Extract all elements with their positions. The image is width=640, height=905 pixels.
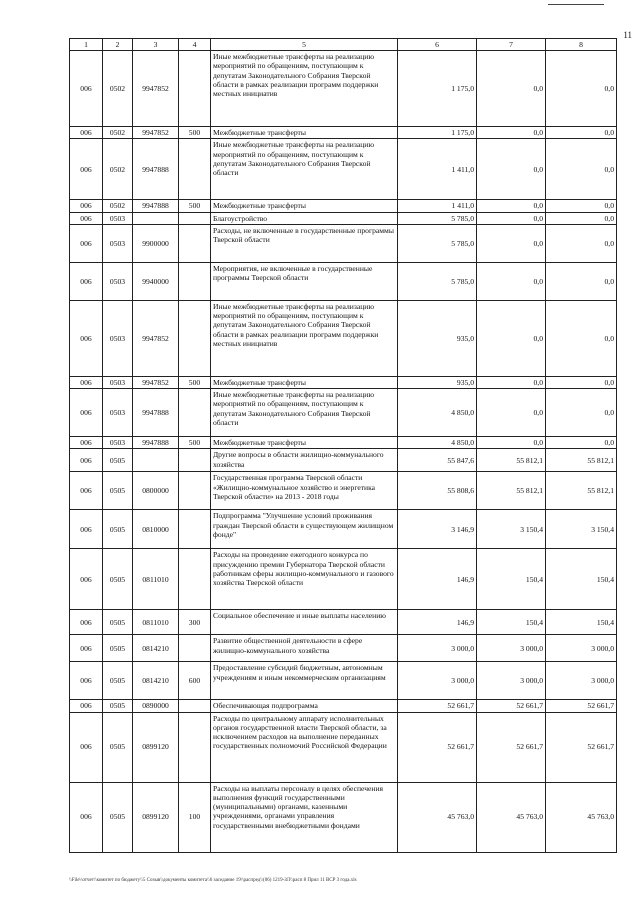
cell-col-4 xyxy=(179,262,211,300)
cell-col-6: 1 411,0 xyxy=(398,200,477,212)
cell-col-6: 5 785,0 xyxy=(398,262,477,300)
col-header-8: 8 xyxy=(546,39,617,51)
cell-col-3: 9947888 xyxy=(133,389,179,437)
cell-col-1: 006 xyxy=(70,389,103,437)
cell-col-2: 0505 xyxy=(103,635,133,662)
cell-col-1: 006 xyxy=(70,662,103,700)
cell-col-5: Межбюджетные трансферты xyxy=(211,437,398,449)
cell-col-3: 0899120 xyxy=(133,712,179,782)
table-row xyxy=(70,449,617,472)
cell-col-6: 935,0 xyxy=(398,376,477,388)
cell-col-1: 006 xyxy=(70,549,103,610)
cell-col-4: 500 xyxy=(179,127,211,139)
table-row xyxy=(70,712,617,782)
cell-col-7: 0,0 xyxy=(477,376,546,388)
cell-col-4 xyxy=(179,212,211,224)
cell-col-7: 55 812,1 xyxy=(477,472,546,510)
table-row xyxy=(70,139,617,200)
cell-col-2: 0502 xyxy=(103,200,133,212)
cell-col-1: 006 xyxy=(70,510,103,549)
cell-col-3: 9947852 xyxy=(133,51,179,127)
cell-col-3: 9940000 xyxy=(133,262,179,300)
cell-col-8: 0,0 xyxy=(546,127,617,139)
cell-col-4 xyxy=(179,635,211,662)
cell-col-1: 006 xyxy=(70,472,103,510)
cell-col-1: 006 xyxy=(70,449,103,472)
cell-col-2: 0505 xyxy=(103,472,133,510)
table-row xyxy=(70,376,617,388)
cell-col-3: 0814210 xyxy=(133,662,179,700)
cell-col-7: 150,4 xyxy=(477,549,546,610)
cell-col-8: 0,0 xyxy=(546,212,617,224)
cell-col-7: 3 000,0 xyxy=(477,662,546,700)
cell-col-8: 3 000,0 xyxy=(546,662,617,700)
cell-col-2: 0502 xyxy=(103,139,133,200)
cell-col-8: 0,0 xyxy=(546,200,617,212)
cell-col-1: 006 xyxy=(70,139,103,200)
col-header-6: 6 xyxy=(398,39,477,51)
table-row xyxy=(70,782,617,852)
cell-col-4 xyxy=(179,300,211,376)
cell-col-3: 0814210 xyxy=(133,635,179,662)
cell-col-7: 0,0 xyxy=(477,300,546,376)
table-row xyxy=(70,700,617,712)
cell-col-5: Межбюджетные трансферты xyxy=(211,376,398,388)
cell-col-5: Расходы на проведение ежегодного конкурса по присуждению премии Губернатора Тверской области работникам сферы жилищно-коммунального и газового хозяйства Тверской области xyxy=(211,549,398,610)
cell-col-2: 0505 xyxy=(103,700,133,712)
cell-col-8: 3 000,0 xyxy=(546,635,617,662)
cell-col-1: 006 xyxy=(70,200,103,212)
cell-col-8: 0,0 xyxy=(546,262,617,300)
cell-col-3 xyxy=(133,449,179,472)
cell-col-7: 0,0 xyxy=(477,262,546,300)
table-row xyxy=(70,549,617,610)
cell-col-6: 1 175,0 xyxy=(398,127,477,139)
cell-col-4: 500 xyxy=(179,437,211,449)
cell-col-2: 0503 xyxy=(103,437,133,449)
cell-col-2: 0503 xyxy=(103,262,133,300)
cell-col-3: 9947852 xyxy=(133,300,179,376)
table-row xyxy=(70,127,617,139)
cell-col-2: 0503 xyxy=(103,300,133,376)
cell-col-8: 0,0 xyxy=(546,51,617,127)
table-row xyxy=(70,200,617,212)
cell-col-7: 52 661,7 xyxy=(477,712,546,782)
table-row xyxy=(70,212,617,224)
cell-col-5: Иные межбюджетные трансферты на реализацию мероприятий по обращениям, поступающим к депутатам Законодательного Собрания Тверской области xyxy=(211,389,398,437)
cell-col-7: 0,0 xyxy=(477,389,546,437)
cell-col-6: 55 847,6 xyxy=(398,449,477,472)
cell-col-8: 0,0 xyxy=(546,224,617,262)
cell-col-1: 006 xyxy=(70,300,103,376)
cell-col-3: 0899120 xyxy=(133,782,179,852)
cell-col-6: 4 850,0 xyxy=(398,437,477,449)
cell-col-2: 0505 xyxy=(103,549,133,610)
cell-col-1: 006 xyxy=(70,376,103,388)
cell-col-6: 4 850,0 xyxy=(398,389,477,437)
cell-col-6: 146,9 xyxy=(398,610,477,635)
cell-col-8: 45 763,0 xyxy=(546,782,617,852)
cell-col-4 xyxy=(179,449,211,472)
cell-col-8: 0,0 xyxy=(546,389,617,437)
cell-col-1: 006 xyxy=(70,224,103,262)
cell-col-5: Межбюджетные трансферты xyxy=(211,127,398,139)
cell-col-1: 006 xyxy=(70,782,103,852)
cell-col-1: 006 xyxy=(70,700,103,712)
cell-col-4 xyxy=(179,51,211,127)
cell-col-3: 0811010 xyxy=(133,549,179,610)
cell-col-3: 9947888 xyxy=(133,437,179,449)
cell-col-8: 150,4 xyxy=(546,549,617,610)
cell-col-5: Расходы, не включенные в государственные программы Тверской области xyxy=(211,224,398,262)
col-header-5: 5 xyxy=(211,39,398,51)
cell-col-4: 300 xyxy=(179,610,211,635)
table-row xyxy=(70,262,617,300)
cell-col-4 xyxy=(179,139,211,200)
cell-col-1: 006 xyxy=(70,262,103,300)
cell-col-4: 600 xyxy=(179,662,211,700)
table-row xyxy=(70,510,617,549)
cell-col-3: 9947852 xyxy=(133,127,179,139)
table-row xyxy=(70,610,617,635)
cell-col-5: Социальное обеспечение и иные выплаты населению xyxy=(211,610,398,635)
cell-col-6: 5 785,0 xyxy=(398,224,477,262)
cell-col-7: 52 661,7 xyxy=(477,700,546,712)
cell-col-8: 0,0 xyxy=(546,300,617,376)
cell-col-6: 935,0 xyxy=(398,300,477,376)
cell-col-6: 55 808,6 xyxy=(398,472,477,510)
cell-col-4 xyxy=(179,712,211,782)
cell-col-2: 0502 xyxy=(103,127,133,139)
cell-col-3: 9947852 xyxy=(133,376,179,388)
cell-col-4 xyxy=(179,549,211,610)
cell-col-5: Государственная программа Тверской области «Жилищно-коммунальное хозяйство и энергетика Тверской области» на 2013 - 2018 годы xyxy=(211,472,398,510)
cell-col-4 xyxy=(179,510,211,549)
cell-col-2: 0505 xyxy=(103,712,133,782)
cell-col-8: 55 812,1 xyxy=(546,472,617,510)
budget-table xyxy=(69,38,617,853)
table-row xyxy=(70,51,617,127)
cell-col-2: 0505 xyxy=(103,510,133,549)
cell-col-6: 1 411,0 xyxy=(398,139,477,200)
table-row xyxy=(70,224,617,262)
cell-col-6: 45 763,0 xyxy=(398,782,477,852)
cell-col-5: Подпрограмма "Улучшение условий проживания граждан Тверской области в существующем жилищном фонде" xyxy=(211,510,398,549)
cell-col-1: 006 xyxy=(70,635,103,662)
cell-col-5: Обеспечивающая подпрограмма xyxy=(211,700,398,712)
cell-col-8: 0,0 xyxy=(546,437,617,449)
col-header-2: 2 xyxy=(103,39,133,51)
cell-col-6: 1 175,0 xyxy=(398,51,477,127)
cell-col-7: 0,0 xyxy=(477,437,546,449)
cell-col-8: 52 661,7 xyxy=(546,712,617,782)
table-body xyxy=(70,51,617,853)
cell-col-7: 0,0 xyxy=(477,224,546,262)
cell-col-2: 0505 xyxy=(103,782,133,852)
table-row xyxy=(70,437,617,449)
cell-col-8: 0,0 xyxy=(546,376,617,388)
table-row xyxy=(70,472,617,510)
cell-col-3 xyxy=(133,212,179,224)
cell-col-7: 55 812,1 xyxy=(477,449,546,472)
cell-col-7: 0,0 xyxy=(477,127,546,139)
table-row xyxy=(70,389,617,437)
cell-col-1: 006 xyxy=(70,712,103,782)
cell-col-1: 006 xyxy=(70,51,103,127)
cell-col-3: 9947888 xyxy=(133,139,179,200)
cell-col-6: 52 661,7 xyxy=(398,700,477,712)
cell-col-3: 0800000 xyxy=(133,472,179,510)
cell-col-1: 006 xyxy=(70,610,103,635)
cell-col-6: 52 661,7 xyxy=(398,712,477,782)
cell-col-6: 3 000,0 xyxy=(398,662,477,700)
table-row xyxy=(70,300,617,376)
cell-col-2: 0503 xyxy=(103,376,133,388)
cell-col-3: 0810000 xyxy=(133,510,179,549)
top-rule xyxy=(548,4,604,5)
cell-col-4: 500 xyxy=(179,376,211,388)
cell-col-4 xyxy=(179,224,211,262)
cell-col-7: 150,4 xyxy=(477,610,546,635)
table-row xyxy=(70,662,617,700)
col-header-1: 1 xyxy=(70,39,103,51)
cell-col-4 xyxy=(179,389,211,437)
cell-col-2: 0503 xyxy=(103,212,133,224)
cell-col-7: 0,0 xyxy=(477,139,546,200)
cell-col-2: 0503 xyxy=(103,389,133,437)
cell-col-1: 006 xyxy=(70,212,103,224)
cell-col-2: 0505 xyxy=(103,610,133,635)
cell-col-3: 0890000 xyxy=(133,700,179,712)
cell-col-4 xyxy=(179,472,211,510)
cell-col-3: 9900000 xyxy=(133,224,179,262)
cell-col-6: 5 785,0 xyxy=(398,212,477,224)
cell-col-6: 3 000,0 xyxy=(398,635,477,662)
cell-col-8: 150,4 xyxy=(546,610,617,635)
col-header-7: 7 xyxy=(477,39,546,51)
cell-col-2: 0503 xyxy=(103,224,133,262)
page-number: 11 xyxy=(623,30,632,40)
cell-col-5: Иные межбюджетные трансферты на реализацию мероприятий по обращениям, поступающим к депутатам Законодательного Собрания Тверской области в рамках реализации программ поддержки местных инициатив xyxy=(211,300,398,376)
cell-col-5: Мероприятия, не включенные в государственные программы Тверской области xyxy=(211,262,398,300)
cell-col-2: 0502 xyxy=(103,51,133,127)
cell-col-4: 100 xyxy=(179,782,211,852)
cell-col-8: 0,0 xyxy=(546,139,617,200)
cell-col-5: Развитие общественной деятельности в сфере жилищно-коммунального хозяйства xyxy=(211,635,398,662)
cell-col-5: Благоустройство xyxy=(211,212,398,224)
cell-col-2: 0505 xyxy=(103,662,133,700)
header-row xyxy=(70,39,617,51)
cell-col-7: 0,0 xyxy=(477,51,546,127)
cell-col-2: 0505 xyxy=(103,449,133,472)
cell-col-5: Иные межбюджетные трансферты на реализацию мероприятий по обращениям, поступающим к депутатам Законодательного Собрания Тверской области xyxy=(211,139,398,200)
cell-col-5: Иные межбюджетные трансферты на реализацию мероприятий по обращениям, поступающим к депутатам Законодательного Собрания Тверской области в рамках реализации программ поддержки местных инициатив xyxy=(211,51,398,127)
cell-col-6: 3 146,9 xyxy=(398,510,477,549)
cell-col-5: Предоставление субсидий бюджетным, автономным учреждениям и иным некоммерческим организациям xyxy=(211,662,398,700)
cell-col-7: 3 150,4 xyxy=(477,510,546,549)
cell-col-5: Межбюджетные трансферты xyxy=(211,200,398,212)
cell-col-5: Расходы по центральному аппарату исполнительных органов государственной власти Тверской области, за исключением расходов на выполнение переданных государственных полномочий Российской Федерации xyxy=(211,712,398,782)
cell-col-4 xyxy=(179,700,211,712)
cell-col-3: 0811010 xyxy=(133,610,179,635)
cell-col-7: 3 000,0 xyxy=(477,635,546,662)
table-row xyxy=(70,635,617,662)
cell-col-1: 006 xyxy=(70,437,103,449)
cell-col-6: 146,9 xyxy=(398,549,477,610)
col-header-3: 3 xyxy=(133,39,179,51)
cell-col-8: 3 150,4 xyxy=(546,510,617,549)
table-header xyxy=(70,39,617,51)
cell-col-5: Расходы на выплаты персоналу в целях обеспечения выполнения функций государственными (муниципальными) органами, казенными учреждениями, органами управления государственными внебюджетными фондами xyxy=(211,782,398,852)
cell-col-8: 55 812,1 xyxy=(546,449,617,472)
cell-col-5: Другие вопросы в области жилищно-коммунального хозяйства xyxy=(211,449,398,472)
cell-col-7: 45 763,0 xyxy=(477,782,546,852)
footer-path: \\File\\отчет\\комитет по бюджету\\5 Созыв\\документы комитета\\6 заседание 19\\распред\\(06) 1219-ЗЛ\\расп 8 Прил 11 ВСР 3 года.xls xyxy=(69,878,357,883)
cell-col-4: 500 xyxy=(179,200,211,212)
col-header-4: 4 xyxy=(179,39,211,51)
cell-col-7: 0,0 xyxy=(477,212,546,224)
cell-col-3: 9947888 xyxy=(133,200,179,212)
cell-col-1: 006 xyxy=(70,127,103,139)
cell-col-8: 52 661,7 xyxy=(546,700,617,712)
cell-col-7: 0,0 xyxy=(477,200,546,212)
